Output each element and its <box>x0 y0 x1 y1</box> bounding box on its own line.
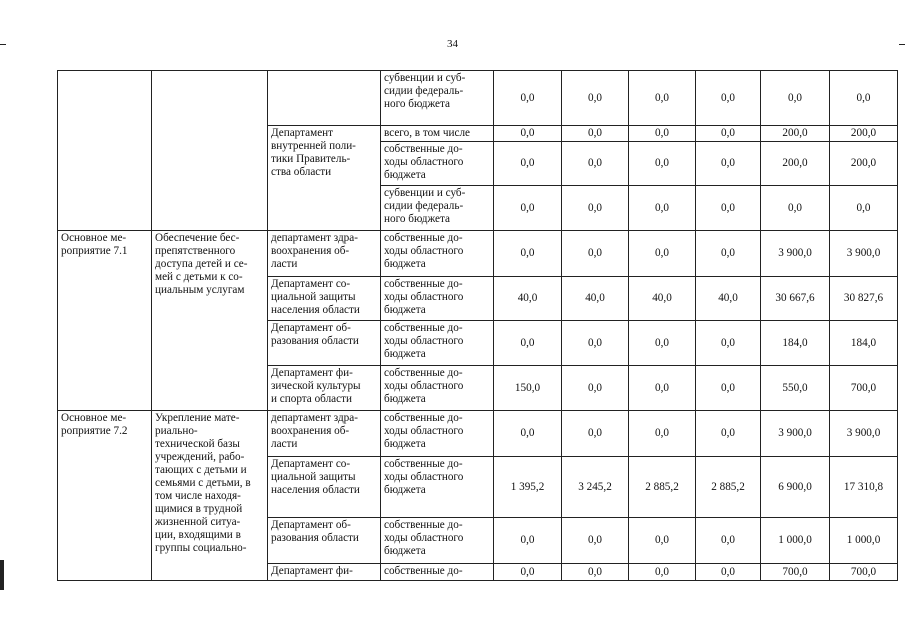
goal-cell <box>152 231 268 411</box>
source-cell-line: ходы областного <box>384 471 464 483</box>
value-cell: 0,0 <box>696 366 761 411</box>
value-cell: 0,0 <box>629 231 696 277</box>
goal-cell-line: жизненной ситуа- <box>155 516 241 528</box>
goal-cell-line: риально- <box>155 425 198 437</box>
value-cell: 30 827,6 <box>830 277 898 321</box>
goal-cell-line: семьями с детьми, в <box>155 477 251 489</box>
value-cell: 3 900,0 <box>830 411 898 457</box>
value-cell: 2 885,2 <box>696 457 761 518</box>
scan-edge-mark-right <box>899 44 905 45</box>
measure-cell <box>58 411 152 581</box>
source-cell-line: сидии федераль- <box>384 200 464 212</box>
executor-cell <box>268 411 381 457</box>
source-cell-line: ходы областного <box>384 425 464 437</box>
executor-cell-line: зической культуры <box>271 380 361 392</box>
value-cell: 700,0 <box>761 564 830 581</box>
source-cell-line: бюджета <box>384 484 426 496</box>
source-cell-line: ного бюджета <box>384 213 450 225</box>
value-cell: 0,0 <box>494 321 562 366</box>
value-cell: 0,0 <box>696 126 761 142</box>
executor-cell-line: департамент здра- <box>271 232 358 244</box>
value-cell: 184,0 <box>761 321 830 366</box>
source-cell-line: бюджета <box>384 169 426 181</box>
value-cell: 0,0 <box>629 142 696 186</box>
executor-cell <box>268 518 381 564</box>
goal-cell-line: тающих с детьми и <box>155 464 247 476</box>
executor-cell-line: Департамент об- <box>271 519 351 531</box>
executor-cell <box>268 564 381 581</box>
value-cell: 0,0 <box>562 366 629 411</box>
value-cell: 0,0 <box>629 366 696 411</box>
source-cell-line: собственные до- <box>384 565 463 577</box>
value-cell: 3 900,0 <box>761 231 830 277</box>
value-cell: 0,0 <box>494 126 562 142</box>
value-cell: 0,0 <box>696 564 761 581</box>
executor-cell-line: Департамент со- <box>271 278 351 290</box>
source-cell <box>381 126 494 142</box>
goal-cell-line: доступа детей и се- <box>155 258 248 270</box>
goal-cell-line: щимися в трудной <box>155 503 243 515</box>
executor-cell <box>268 126 381 231</box>
source-cell <box>381 321 494 366</box>
executor-cell <box>268 277 381 321</box>
executor-cell-line: внутренней поли- <box>271 140 356 152</box>
value-cell: 3 900,0 <box>761 411 830 457</box>
goal-cell <box>152 411 268 581</box>
source-cell <box>381 231 494 277</box>
source-cell <box>381 564 494 581</box>
goal-cell-line: мей с детьми к со- <box>155 271 243 283</box>
goal-cell-line: учреждений, рабо- <box>155 451 245 463</box>
value-cell: 40,0 <box>494 277 562 321</box>
page-number: 34 <box>447 38 458 50</box>
value-cell: 0,0 <box>696 186 761 231</box>
executor-cell-line: Департамент со- <box>271 458 351 470</box>
source-cell <box>381 366 494 411</box>
value-cell: 40,0 <box>696 277 761 321</box>
executor-cell-line: Департамент об- <box>271 322 351 334</box>
source-cell-line: собственные до- <box>384 143 463 155</box>
value-cell: 40,0 <box>629 277 696 321</box>
value-cell: 0,0 <box>696 71 761 126</box>
executor-cell-line: воохранения об- <box>271 245 350 257</box>
value-cell: 0,0 <box>494 142 562 186</box>
source-cell-line: собственные до- <box>384 232 463 244</box>
value-cell: 40,0 <box>562 277 629 321</box>
executor-cell-line: департамент здра- <box>271 412 358 424</box>
value-cell: 0,0 <box>562 321 629 366</box>
executor-cell <box>268 366 381 411</box>
table-row <box>58 411 898 457</box>
value-cell: 0,0 <box>562 411 629 457</box>
value-cell: 0,0 <box>562 518 629 564</box>
source-cell <box>381 411 494 457</box>
value-cell: 0,0 <box>629 71 696 126</box>
measure-cell <box>58 71 152 231</box>
value-cell: 150,0 <box>494 366 562 411</box>
value-cell: 0,0 <box>761 71 830 126</box>
value-cell: 0,0 <box>562 564 629 581</box>
value-cell: 200,0 <box>830 126 898 142</box>
value-cell: 0,0 <box>629 411 696 457</box>
value-cell: 0,0 <box>629 126 696 142</box>
value-cell: 184,0 <box>830 321 898 366</box>
value-cell: 6 900,0 <box>761 457 830 518</box>
measure-cell-line: Основное ме- <box>61 412 127 424</box>
measure-cell-line: Основное ме- <box>61 232 127 244</box>
value-cell: 0,0 <box>830 71 898 126</box>
executor-cell <box>268 457 381 518</box>
source-cell-line: собственные до- <box>384 458 463 470</box>
value-cell: 1 395,2 <box>494 457 562 518</box>
source-cell-line: ходы областного <box>384 291 464 303</box>
source-cell-line: собственные до- <box>384 278 463 290</box>
source-cell-line: собственные до- <box>384 519 463 531</box>
value-cell: 17 310,8 <box>830 457 898 518</box>
table-row <box>58 231 898 277</box>
value-cell: 30 667,6 <box>761 277 830 321</box>
executor-cell-line: и спорта области <box>271 393 352 405</box>
executor-cell-line: населения области <box>271 484 360 496</box>
executor-cell-line: ласти <box>271 258 298 270</box>
source-cell <box>381 142 494 186</box>
value-cell: 0,0 <box>696 518 761 564</box>
goal-cell-line: циальным услугам <box>155 284 245 296</box>
scan-edge-mark-left-top <box>0 44 6 45</box>
source-cell <box>381 71 494 126</box>
value-cell: 700,0 <box>830 366 898 411</box>
source-cell-line: субвенции и суб- <box>384 187 466 199</box>
executor-cell-line: циальной защиты <box>271 471 356 483</box>
source-cell-line: ного бюджета <box>384 98 450 110</box>
budget-table <box>57 70 898 581</box>
value-cell: 0,0 <box>629 564 696 581</box>
goal-cell-line: препятственного <box>155 245 236 257</box>
source-cell-line: сидии федераль- <box>384 85 464 97</box>
goal-cell-line: технической базы <box>155 438 240 450</box>
goal-cell-line: ции, входящими в <box>155 529 241 541</box>
executor-cell-line: ства области <box>271 166 332 178</box>
executor-cell <box>268 321 381 366</box>
value-cell: 0,0 <box>562 142 629 186</box>
value-cell: 0,0 <box>696 411 761 457</box>
source-cell-line: бюджета <box>384 258 426 270</box>
executor-cell-line: разования области <box>271 335 359 347</box>
source-cell-line: бюджета <box>384 545 426 557</box>
value-cell: 0,0 <box>494 564 562 581</box>
source-cell-line: собственные до- <box>384 367 463 379</box>
value-cell: 0,0 <box>562 231 629 277</box>
executor-cell-line: Департамент <box>271 127 334 139</box>
value-cell: 0,0 <box>562 186 629 231</box>
value-cell: 1 000,0 <box>761 518 830 564</box>
value-cell: 3 245,2 <box>562 457 629 518</box>
measure-cell-line: роприятие 7.2 <box>61 425 128 437</box>
source-cell <box>381 457 494 518</box>
value-cell: 0,0 <box>494 518 562 564</box>
source-cell-line: бюджета <box>384 393 426 405</box>
goal-cell <box>152 71 268 231</box>
value-cell: 0,0 <box>629 186 696 231</box>
table-row <box>58 71 898 126</box>
value-cell: 200,0 <box>761 142 830 186</box>
value-cell: 0,0 <box>830 186 898 231</box>
source-cell-line: ходы областного <box>384 532 464 544</box>
executor-cell-line: тики Правитель- <box>271 153 351 165</box>
executor-cell <box>268 231 381 277</box>
executor-cell-line: воохранения об- <box>271 425 350 437</box>
value-cell: 1 000,0 <box>830 518 898 564</box>
source-cell-line: ходы областного <box>384 380 464 392</box>
value-cell: 2 885,2 <box>629 457 696 518</box>
value-cell: 0,0 <box>494 71 562 126</box>
goal-cell-line: Обеспечение бес- <box>155 232 240 244</box>
source-cell-line: бюджета <box>384 438 426 450</box>
source-cell-line: субвенции и суб- <box>384 72 466 84</box>
executor-cell-line: Департамент фи- <box>271 367 353 379</box>
value-cell: 200,0 <box>830 142 898 186</box>
value-cell: 0,0 <box>562 126 629 142</box>
value-cell: 0,0 <box>696 321 761 366</box>
value-cell: 0,0 <box>494 186 562 231</box>
executor-cell-line: Департамент фи- <box>271 565 353 577</box>
source-cell <box>381 277 494 321</box>
source-cell-line: бюджета <box>384 304 426 316</box>
executor-cell <box>268 71 381 126</box>
executor-cell-line: циальной защиты <box>271 291 356 303</box>
value-cell: 0,0 <box>494 411 562 457</box>
goal-cell-line: группы социально- <box>155 542 247 554</box>
executor-cell-line: разования области <box>271 532 359 544</box>
source-cell-line: ходы областного <box>384 245 464 257</box>
value-cell: 700,0 <box>830 564 898 581</box>
value-cell: 0,0 <box>494 231 562 277</box>
measure-cell <box>58 231 152 411</box>
executor-cell-line: ласти <box>271 438 298 450</box>
value-cell: 0,0 <box>761 186 830 231</box>
value-cell: 0,0 <box>562 71 629 126</box>
source-cell-line: ходы областного <box>384 156 464 168</box>
measure-cell-line: роприятие 7.1 <box>61 245 128 257</box>
source-cell <box>381 518 494 564</box>
source-cell-line: бюджета <box>384 348 426 360</box>
source-cell <box>381 186 494 231</box>
scan-edge-mark-left-bottom <box>0 560 4 590</box>
value-cell: 0,0 <box>696 231 761 277</box>
value-cell: 550,0 <box>761 366 830 411</box>
value-cell: 0,0 <box>629 518 696 564</box>
source-cell-line: ходы областного <box>384 335 464 347</box>
value-cell: 0,0 <box>629 321 696 366</box>
value-cell: 0,0 <box>696 142 761 186</box>
source-cell-line: собственные до- <box>384 322 463 334</box>
value-cell: 200,0 <box>761 126 830 142</box>
source-cell-line: собственные до- <box>384 412 463 424</box>
goal-cell-line: том числе находя- <box>155 490 241 502</box>
value-cell: 3 900,0 <box>830 231 898 277</box>
source-cell-line: всего, в том числе <box>384 127 470 139</box>
executor-cell-line: населения области <box>271 304 360 316</box>
goal-cell-line: Укрепление мате- <box>155 412 240 424</box>
